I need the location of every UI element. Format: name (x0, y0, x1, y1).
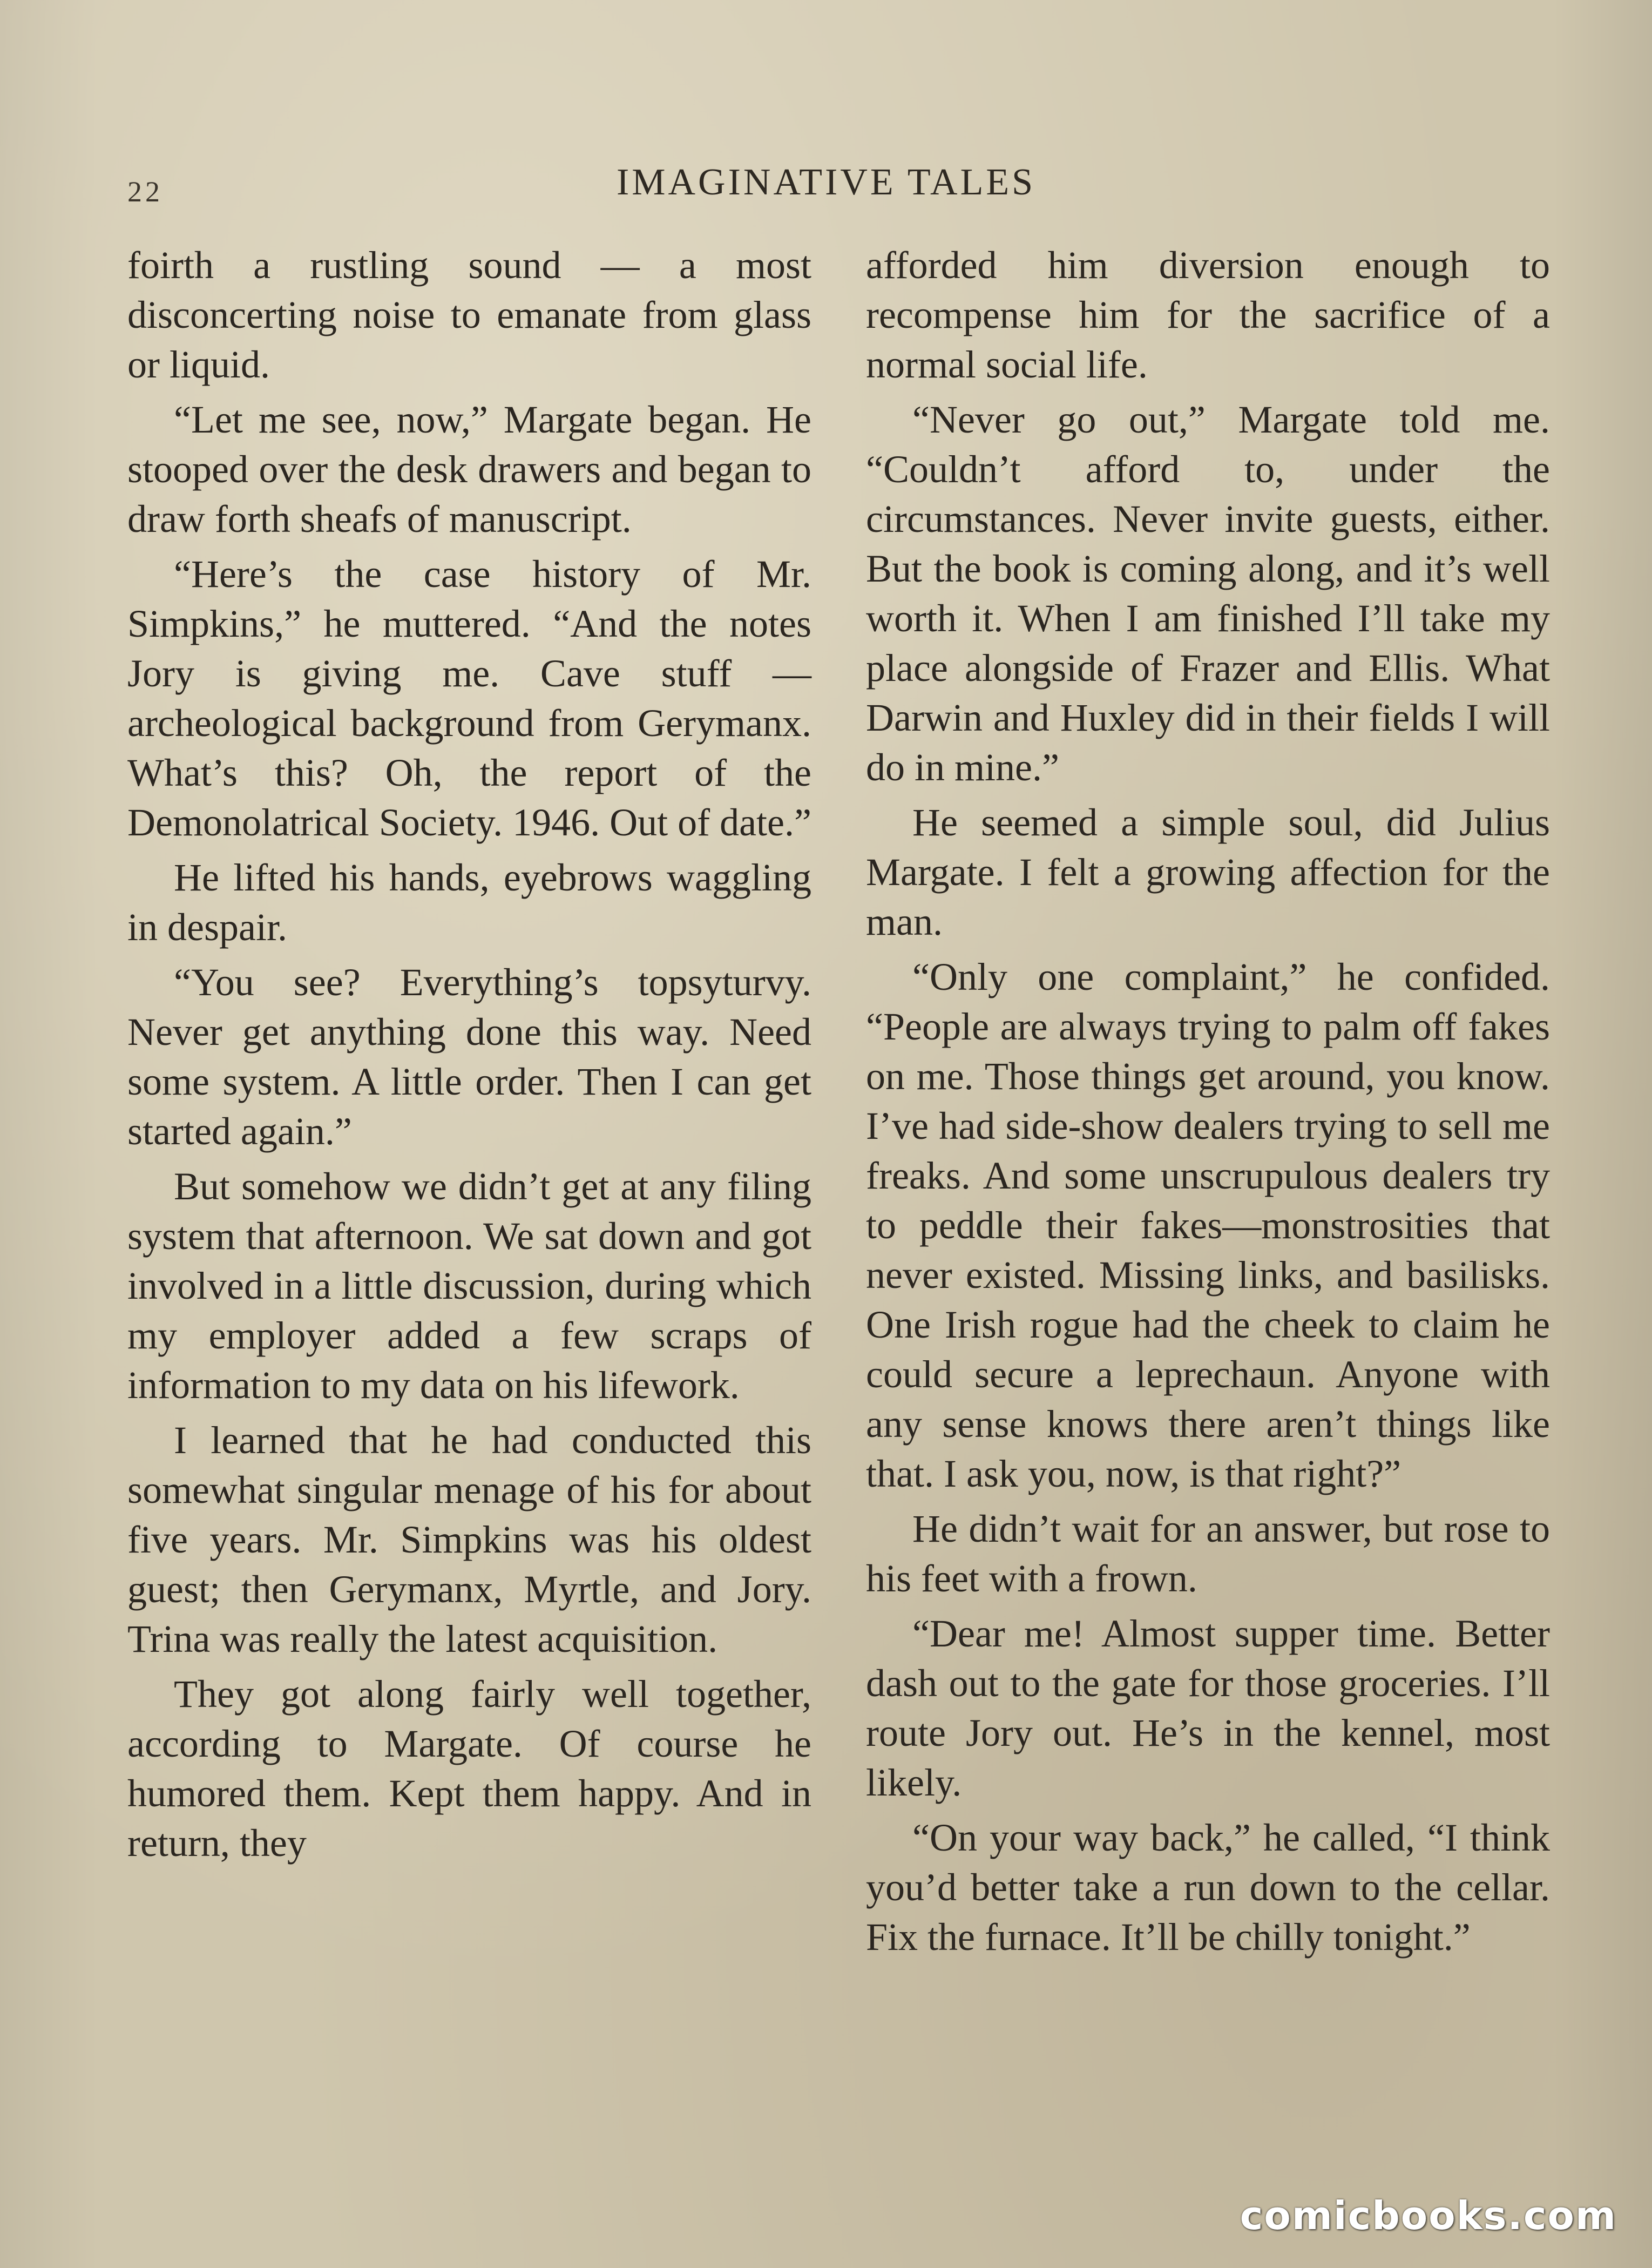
page-number: 22 (127, 176, 163, 208)
paragraph: They got along fairly well together, according to Margate. Of course he humored them. Kept them happy. And in return, they (127, 1672, 811, 1865)
paragraph: I learned that he had conducted this somewhat singular menage of his for about five years. Mr. Simpkins was his oldest guest; then Gerymanx, Myrtle, and Jory. Trina was really the latest acquisition. (127, 1419, 811, 1660)
paragraph: “Never go out,” Margate told me. “Couldn’t afford to, under the circumstances. Never invite guests, either. But the book is coming along, and it’s well worth it. When I am finished I’ll take my place alongside of Frazer and Ellis. What Darwin and Huxley did in their fields I will do in mine.” (866, 398, 1550, 789)
right-column (866, 240, 1550, 1967)
paragraph: “Here’s the case history of Mr. Simpkins,” he muttered. “And the notes Jory is giving me. Cave stuff —archeological background from Gerymanx. What’s this? Oh, the report of the Demonolatrical Society. 1946. Out of date.” (127, 552, 811, 844)
running-head: IMAGINATIVE TALES (616, 161, 1036, 203)
paragraph: He seemed a simple soul, did Julius Margate. I felt a growing affection for the man. (866, 801, 1550, 943)
paragraph: He lifted his hands, eyebrows waggling in despair. (127, 856, 811, 949)
source-watermark: comicbooks.com (1240, 2193, 1617, 2238)
paragraph: “On your way back,” he called, “I think you’d better take a run down to the cellar. Fix the furnace. It’ll be chilly tonight.” (866, 1816, 1550, 1959)
paragraph: “Let me see, now,” Margate began. He stooped over the desk drawers and began to draw forth sheafs of manuscript. (127, 398, 811, 541)
paragraph: “Only one complaint,” he confided. “People are always trying to palm off fakes on me. Those things get around, you know. I’ve had side-show dealers trying to sell me freaks. And some unscrupulous dealers try to peddle their fakes—monstrosities that never existed. Missing links, and basilisks. One Irish rogue had the cheek to claim he could secure a leprechaun. Anyone with any sense knows there aren’t things like that. I ask you, now, is that right?” (866, 955, 1550, 1495)
paragraph: He didn’t wait for an answer, but rose to his feet with a frown. (866, 1507, 1550, 1600)
paragraph: afforded him diversion enough to recompense him for the sacrifice of a normal social life. (866, 244, 1550, 386)
paragraph: foirth a rustling sound — a most disconcerting noise to emanate from glass or liquid. (127, 244, 811, 386)
paragraph: “Dear me! Almost supper time. Better dash out to the gate for those groceries. I’ll route Jory out. He’s in the kennel, most likely. (866, 1612, 1550, 1804)
paragraph: “You see? Everything’s topsyturvy. Never get anything done this way. Need some system. A little order. Then I can get started again.” (127, 961, 811, 1153)
paragraph: But somehow we didn’t get at any filing system that afternoon. We sat down and got involved in a little discussion, during which my employer added a few scraps of information to my data on his lifework. (127, 1165, 811, 1407)
left-column (127, 240, 811, 1873)
page-header (0, 161, 1652, 210)
